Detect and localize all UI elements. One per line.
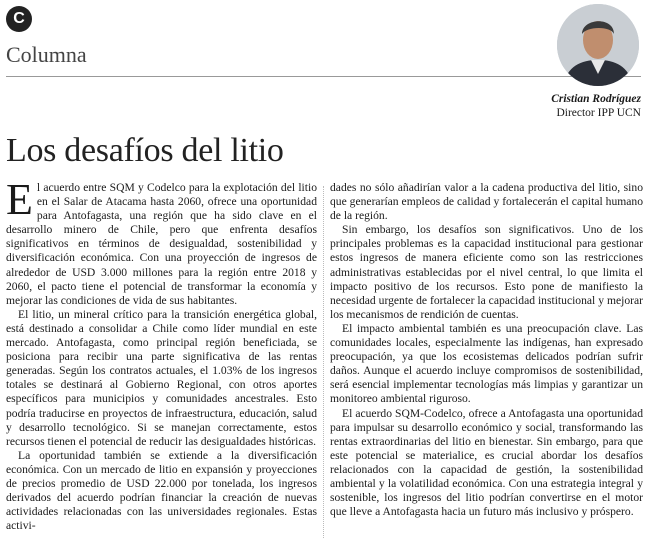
paragraph: La oportunidad también se extiende a la diversificación económica. Con un mercado de litio en expansión y proyecciones de precios promedio de USD 22.000 por tonelada, los ingresos derivados del acuerdo podrían financiar la creación de nuevas actividades relacionadas con las universidades regionales. Estas activi- [6, 448, 317, 533]
paragraph: El acuerdo SQM-Codelco, ofrece a Antofagasta una oportunidad para impulsar su desarrollo económico y social, transformando las rentas extraordinarias del litio en bienestar. Sin embargo, para que este potencial se materialice, es crucial abordar los desafíos relacionados con la capacidad de gestión, la sostenibilidad ambiental y la volatilidad económica. Con una estrategia integral y sostenible, los ingresos del litio podrían convertirse en el motor que lleve a Antofagasta hacia un futuro más inclusivo y próspero. [330, 406, 643, 519]
paragraph: dades no sólo añadirían valor a la cadena productiva del litio, sino que generarían empleos de calidad y fortalecerán el capital humano de la región. [330, 181, 643, 223]
paragraph: El impacto ambiental también es una preocupación clave. Las comunidades locales, especialmente las indígenas, han expresado preocupación, ya que los ecosistemas delicados podrían sufrir daños. Aunque el acuerdo incluye compromisos de sostenibilidad, será esencial implementar tecnologías más limpias y garantizar un monitoreo ambiental riguroso. [330, 321, 643, 406]
author-photo [557, 4, 639, 86]
author-role: Director IPP UCN [556, 107, 641, 119]
paragraph-text: l acuerdo entre SQM y Codelco para la explotación del litio en el Salar de Atacama hasta 2060, ofrece una oportunidad para Antofagasta, una región que ha sido clave en el desarrollo minero de Chile, pero que enfrenta desafíos significativos en términos de desigualdad, sostenibilidad y diversificación económica. Con una proyección de ingresos de alrededor de USD 3.000 millones para la región entre 2018 y 2060, el pacto tiene el potencial de transformar la economía y mejorar las condiciones de vida de sus habitantes. [6, 181, 317, 307]
column-divider [323, 186, 324, 538]
article-column-2 [330, 181, 643, 519]
author-name: Cristian Rodríguez [551, 93, 641, 105]
paragraph: Sin embargo, los desafíos son significativos. Uno de los principales problemas es la capacidad institucional para gestionar estos ingresos de manera eficiente como son las restricciones administrativas establecidas por el nivel central, lo que limita el impacto positivo de los recursos. Esto pone de manifiesto la necesidad urgente de fortalecer la capacidad institucional y mejorar los mecanismos de rendición de cuentas. [330, 223, 643, 321]
article-title: Los desafíos del litio [6, 132, 284, 169]
section-badge: C [6, 6, 32, 32]
section-label: Columna [6, 42, 87, 67]
paragraph: El litio, un mineral crítico para la transición energética global, está destinado a consolidar a Chile como líder mundial en este mercado. Antofagasta, como principal región beneficiada, se posiciona para recibir una parte significativa de las rentas generadas. Según los contratos actuales, el 1.03% de los ingresos totales se destinará al Gobierno Regional, con otros aportes específicos para municipios y comunidades ancestrales. Esto podría traducirse en proyectos de infraestructura, educación, salud y desarrollo tecnológico. Si se manejan correctamente, estos recursos tienen el potencial de reducir las desigualdades históricas. [6, 307, 317, 448]
paragraph [6, 175, 317, 308]
author-byline [551, 92, 641, 120]
drop-cap: E [6, 175, 33, 224]
article-column-1 [6, 175, 317, 533]
header-rule [6, 76, 641, 77]
